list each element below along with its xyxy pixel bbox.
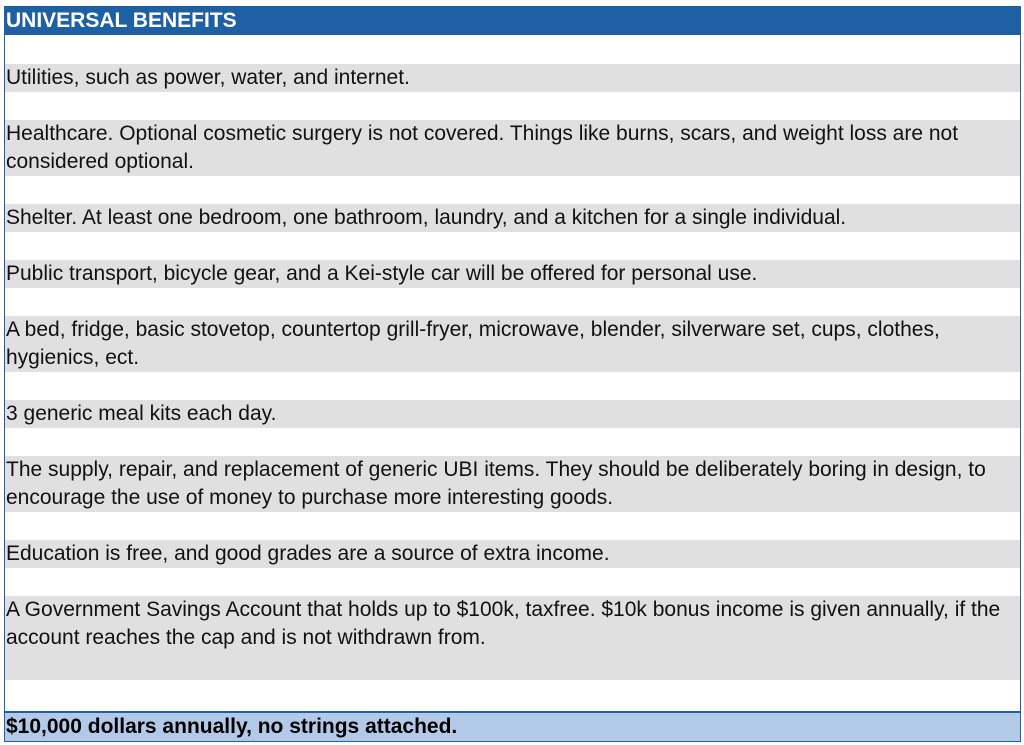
sheet-title: UNIVERSAL BENEFITS bbox=[5, 7, 1020, 35]
benefit-item-savings-account[interactable]: A Government Savings Account that holds up to $100k, taxfree. $10k bonus income is given annually, if the account reaches the cap and is not withdrawn from. bbox=[5, 596, 1020, 680]
sheet-total[interactable]: $10,000 dollars annually, no strings attached. bbox=[5, 711, 1020, 741]
benefit-item-meals[interactable]: 3 generic meal kits each day. bbox=[5, 400, 1020, 428]
benefit-item-healthcare[interactable]: Healthcare. Optional cosmetic surgery is not covered. Things like burns, scars, and weight loss are not considered optional. bbox=[5, 120, 1020, 176]
benefit-item-household[interactable]: A bed, fridge, basic stovetop, countertop grill-fryer, microwave, blender, silverware set, cups, clothes, hygienics, ect. bbox=[5, 316, 1020, 372]
benefit-item-shelter[interactable]: Shelter. At least one bedroom, one bathroom, laundry, and a kitchen for a single individual. bbox=[5, 204, 1020, 232]
benefit-item-transport[interactable]: Public transport, bicycle gear, and a Kei-style car will be offered for personal use. bbox=[5, 260, 1020, 288]
benefit-item-utilities[interactable]: Utilities, such as power, water, and internet. bbox=[5, 64, 1020, 92]
benefit-item-ubi-items[interactable]: The supply, repair, and replacement of generic UBI items. They should be deliberately boring in design, to encourage the use of money to purchase more interesting goods. bbox=[5, 456, 1020, 512]
benefits-sheet bbox=[4, 6, 1021, 742]
benefit-item-education[interactable]: Education is free, and good grades are a source of extra income. bbox=[5, 540, 1020, 568]
